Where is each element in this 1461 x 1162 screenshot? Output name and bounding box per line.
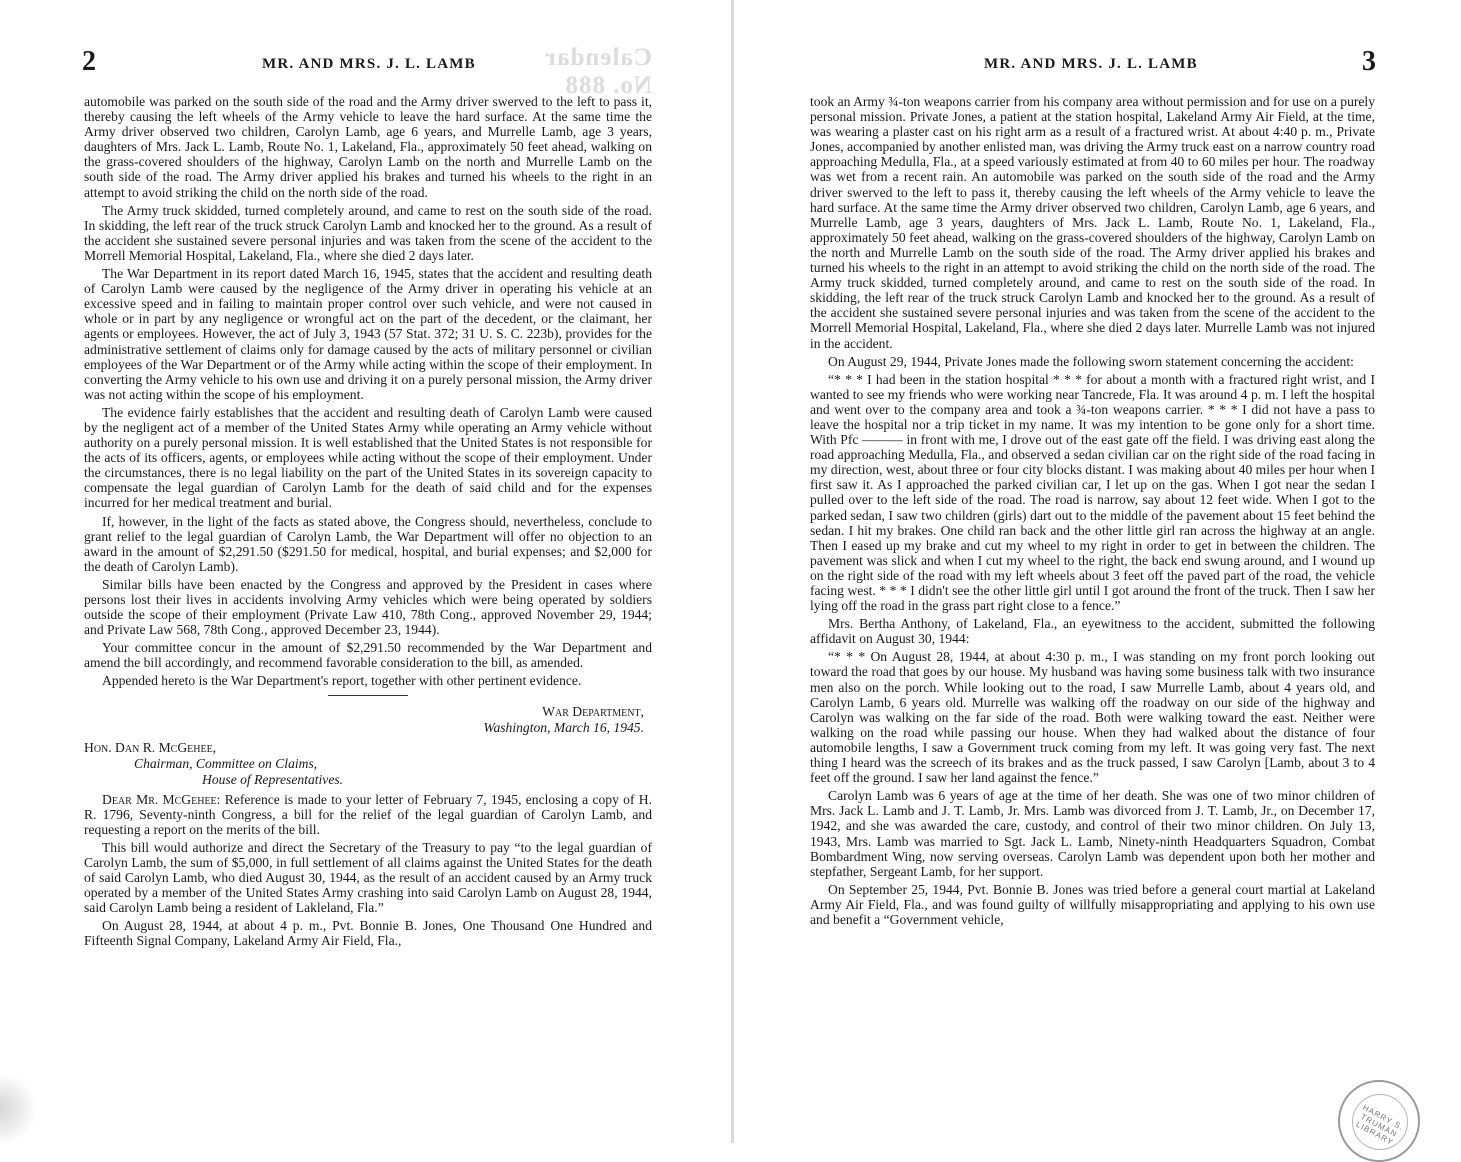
letter-address-block	[84, 740, 652, 788]
show-through-text: Calendar No. 888	[544, 44, 652, 99]
letter-paragraph-text: Reference is made to your letter of February 7, 1945, enclosing a copy of H. R. 1796, Seventy-ninth Congress, a bill for the relief of the legal guardian of Carolyn Lamb, and requesting a report on the merits of the bill.	[84, 791, 653, 837]
right-page-body	[810, 94, 1375, 930]
paragraph: Carolyn Lamb was 6 years of age at the time of her death. She was one of two minor children of Mrs. Jack L. Lamb and J. T. Lamb, Jr. Mrs. Lamb was divorced from J. T. Lamb, Jr., on December 17, 1942, and she was awarded the care, custody, and control of their two minor children. On July 13, 1943, Mrs. Lamb was married to Sgt. Jack L. Lamb, Ninety-ninth Headquarters Squadron, Combat Bombardment Wing, now serving overseas. Carolyn Lamb was dependent upon both her mother and stepfather, Sergeant Lamb, for her support.	[810, 788, 1375, 879]
left-running-title: MR. AND MRS. J. L. LAMB	[262, 56, 476, 72]
paragraph: On September 25, 1944, Pvt. Bonnie B. Jones was tried before a general court martial at Lakeland Army Air Field, Fla., and was found guilty of willfully misappropriating and applying to his own use and benefit a “Government vehicle,	[810, 881, 1375, 927]
left-page-body	[84, 94, 652, 952]
letter-addressee-title: Chairman, Committee on Claims,	[134, 755, 318, 771]
quoted-affidavit: “* * * On August 28, 1944, at about 4:30 p. m., I was standing on my front porch looking out toward the road that goes by our house. My husband was having some business talk with two insurance men also on the porch. While looking out to the road, I saw Murrelle Lamb, about 4 years old, and Carolyn Lamb, 6 years old. Murrelle was walking off the roadway on our side of the highway and Carolyn was walking on the far side of the road. Both were walking toward the east. Neither were walking on the road while passing our house. When they had walked about the distance of four automobile lengths, I saw a Government truck coming from my left. It was going very fast. The next thing I heard was the screech of its brakes and as the truck passed, I saw Carolyn [Lamb, about 3 to 4 feet off the ground. I saw her land against the fence.”	[810, 649, 1375, 786]
right-page	[734, 0, 1461, 1143]
right-running-title: MR. AND MRS. J. L. LAMB	[984, 56, 1198, 72]
left-page-number: 2	[82, 46, 96, 77]
right-page-number: 3	[1362, 46, 1376, 77]
letter-place-date: Washington, March 16, 1945.	[483, 719, 644, 735]
paragraph: The Army truck skidded, turned completely around, and came to rest on the south side of the road. In skidding, the left rear of the truck struck Carolyn Lamb and knocked her to the ground. As a result of the accident she sustained severe personal injuries and was taken from the scene of the accident to the Morrell Memorial Hospital, Lakeland, Fla., where she died 2 days later.	[84, 202, 652, 263]
library-stamp-text: HARRY S. TRUMAN LIBRARY	[1354, 1102, 1406, 1148]
right-page-header	[809, 46, 1376, 82]
letter-addressee: Hon. Dan R. McGehee,	[84, 739, 217, 755]
left-page	[0, 0, 732, 1143]
left-page-header	[82, 44, 652, 99]
paragraph: Appended hereto is the War Department's report, together with other pertinent evidence.	[102, 673, 582, 689]
paragraph: The War Department in its report dated March 16, 1945, states that the accident and resulting death of Carolyn Lamb were caused by the negligence of the Army driver in operating his vehicle at an excessive speed and in failing to maintain proper control over such vehicle, and were not caused in whole or in part by any negligence or wrongful act on the part of the decedent, or the claimant, her agents or employees. However, the act of July 3, 1943 (57 Stat. 372; 31 U. S. C. 223b), provides for the administrative settlement of claims only for damage caused by the acts of military personnel or civilian employees of the War Department or of the Army while acting within the scope of their employment. In converting the Army vehicle to his own use and driving it on a purely personal mission, the Army driver was not acting within the scope of his employment.	[84, 266, 652, 402]
letter-salutation: Dear Mr. McGehee:	[102, 791, 221, 807]
letter-heading	[84, 704, 644, 736]
paragraph: took an Army ¾-ton weapons carrier from his company area without permission and for use on a purely personal mission. Private Jones, a patient at the station hospital, Lakeland Army Air Field, at the time, was wearing a plaster cast on his right arm as a result of a fractured wrist. At about 4:40 p. m., Private Jones, accompanied by another enlisted man, was driving the Army truck east on a narrow country road approaching Medulla, Fla., at a speed variously estimated at from 40 to 60 miles per hour. The roadway was wet from a recent rain. An automobile was parked on the south side of the road and the Army driver swerved to the left to pass it, thereby causing the left wheels of the Army vehicle to leave the hard surface. At the same time the Army driver observed two children, Carolyn Lamb, age 6 years, and Murrelle Lamb, age 3 years, daughters of Mrs. Jack L. Lamb, Route No. 1, Lakeland, Fla., approximately 50 feet ahead, walking on the grass-covered shoulders of the highway, Carolyn Lamb on the north and Murrelle Lamb on the south side of the road. The Army driver applied his brakes and turned his wheels to the right in an attempt to avoid striking the child on the north side of the road. The Army truck skidded, turned completely around, and came to rest on the south side of the road. In skidding, the left rear of the truck struck Carolyn Lamb and knocked her to the ground. As a result of the accident she sustained severe personal injuries and was taken from the scene of the accident to the Morrell Memorial Hospital, Lakeland, Fla., where she died 2 days later. Murrelle Lamb was not injured in the accident.	[810, 94, 1375, 351]
paragraph: Mrs. Bertha Anthony, of Lakeland, Fla., an eyewitness to the accident, submitted the following affidavit on August 30, 1944:	[810, 616, 1375, 647]
letter-paragraph: This bill would authorize and direct the Secretary of the Treasury to pay “to the legal guardian of Carolyn Lamb, the sum of $5,000, in full settlement of all claims against the United States for the death of said Carolyn Lamb, who died August 30, 1944, as the result of an accident caused by an Army truck operated by a member of the United States Army crashing into said Carolyn Lamb on August 28, 1944, said Carolyn Lamb being a resident of Lakleland, Fla.”	[84, 839, 652, 916]
quoted-statement: “* * * I had been in the station hospital * * * for about a month with a fractured right wrist, and I wanted to see my friends who were working near Tancrede, Fla. It was around 4 p. m. I left the hospital and went over to the company area and took a ¾-ton weapons carrier. * * * I did not have a pass to leave the hospital nor a trip ticket in my name. It was my intention to be gone only for a short time. With Pfc ——— in front with me, I drove out of the east gate off the field. I was driving east along the road approaching Medulla, Fla., and observed a sedan civilian car on the right side of the road facing in my direction, west, about three or four city blocks distant. I was making about 40 miles per hour when I first saw it. As I approached the parked civilian car, I let up on the gas. When I got near the sedan I pulled over to the left side of the road. The road is narrow, say about 12 feet wide. When I got to the parked sedan, I saw two children (girls) dart out to the middle of the pavement about 15 feet behind the sedan. I hit my brakes. One child ran back and the other little girl ran across the highway at an angle. Then I eased up my brake and cut my wheel to my right in order to get in between the children. The pavement was slick and when I cut my wheel to the right, the back end swung around, and I wound up on the right side of the road with my left wheels about 3 feet off the paved part of the road, the vehicle facing west. * * * I didn't see the other little girl until I got around the front of the truck. Then I saw her lying off the road in the grass part right close to a fence.”	[810, 371, 1375, 614]
section-divider	[328, 695, 408, 696]
letter-paragraph	[84, 792, 652, 837]
paragraph: Similar bills have been enacted by the Congress and approved by the President in cases where persons lost their lives in accidents involving Army vehicles which were being operated by soldiers outside the scope of their employment (Private Law 410, 78th Cong., approved November 29, 1944; and Private Law 568, 78th Cong., approved December 23, 1944).	[84, 576, 652, 638]
letter-addressee-house: House of Representatives.	[202, 771, 344, 787]
letter-sender: War Department,	[542, 703, 644, 719]
paragraph: automobile was parked on the south side of the road and the Army driver swerved to the left to pass it, thereby causing the left wheels of the Army vehicle to leave the hard surface. At the same time the Army driver observed two children, Carolyn Lamb, age 6 years, and Murrelle Lamb, age 3 years, daughters of Mrs. Jack L. Lamb, Route No. 1, Lakeland, Fla., approximately 50 feet ahead, walking on the grass-covered shoulders of the highway, Carolyn Lamb on the north and Murrelle Lamb on the south side of the road. The Army driver applied his brakes and turned his wheels to the right in an attempt to avoid striking the child on the north side of the road.	[84, 94, 652, 200]
letter-paragraph: On August 28, 1944, at about 4 p. m., Pvt. Bonnie B. Jones, One Thousand One Hundred and Fifteenth Signal Company, Lakeland Army Air Field, Fla.,	[84, 918, 652, 949]
paragraph: The evidence fairly establishes that the accident and resulting death of Carolyn Lamb were caused by the negligent act of a member of the United States Army while operating an Army vehicle without authority on a purely personal mission. It is well established that the United States is not responsible for the acts of its officers, agents, or employees while acting without the scope of their employment. Under the circumstances, there is no legal liability on the part of the United States in its sovereign capacity to compensate the legal guardian of Carolyn Lamb for the death of said child and for the expenses incurred for her medical treatment and burial.	[84, 404, 652, 511]
library-stamp-partial-left	[0, 1075, 35, 1143]
paragraph: Your committee concur in the amount of $2,291.50 recommended by the War Department and amend the bill accordingly, and recommend favorable consideration to the bill, as amended.	[84, 640, 652, 671]
library-stamp	[1338, 1080, 1420, 1162]
paragraph: On August 29, 1944, Private Jones made the following sworn statement concerning the accident:	[828, 353, 1354, 369]
paragraph: If, however, in the light of the facts as stated above, the Congress should, nevertheless, conclude to grant relief to the legal guardian of Carolyn Lamb, the War Department will offer no objection to an award in the amount of $2,291.50 ($291.50 for medical, hospital, and burial expenses; and $2,000 for the death of Carolyn Lamb).	[84, 513, 652, 574]
